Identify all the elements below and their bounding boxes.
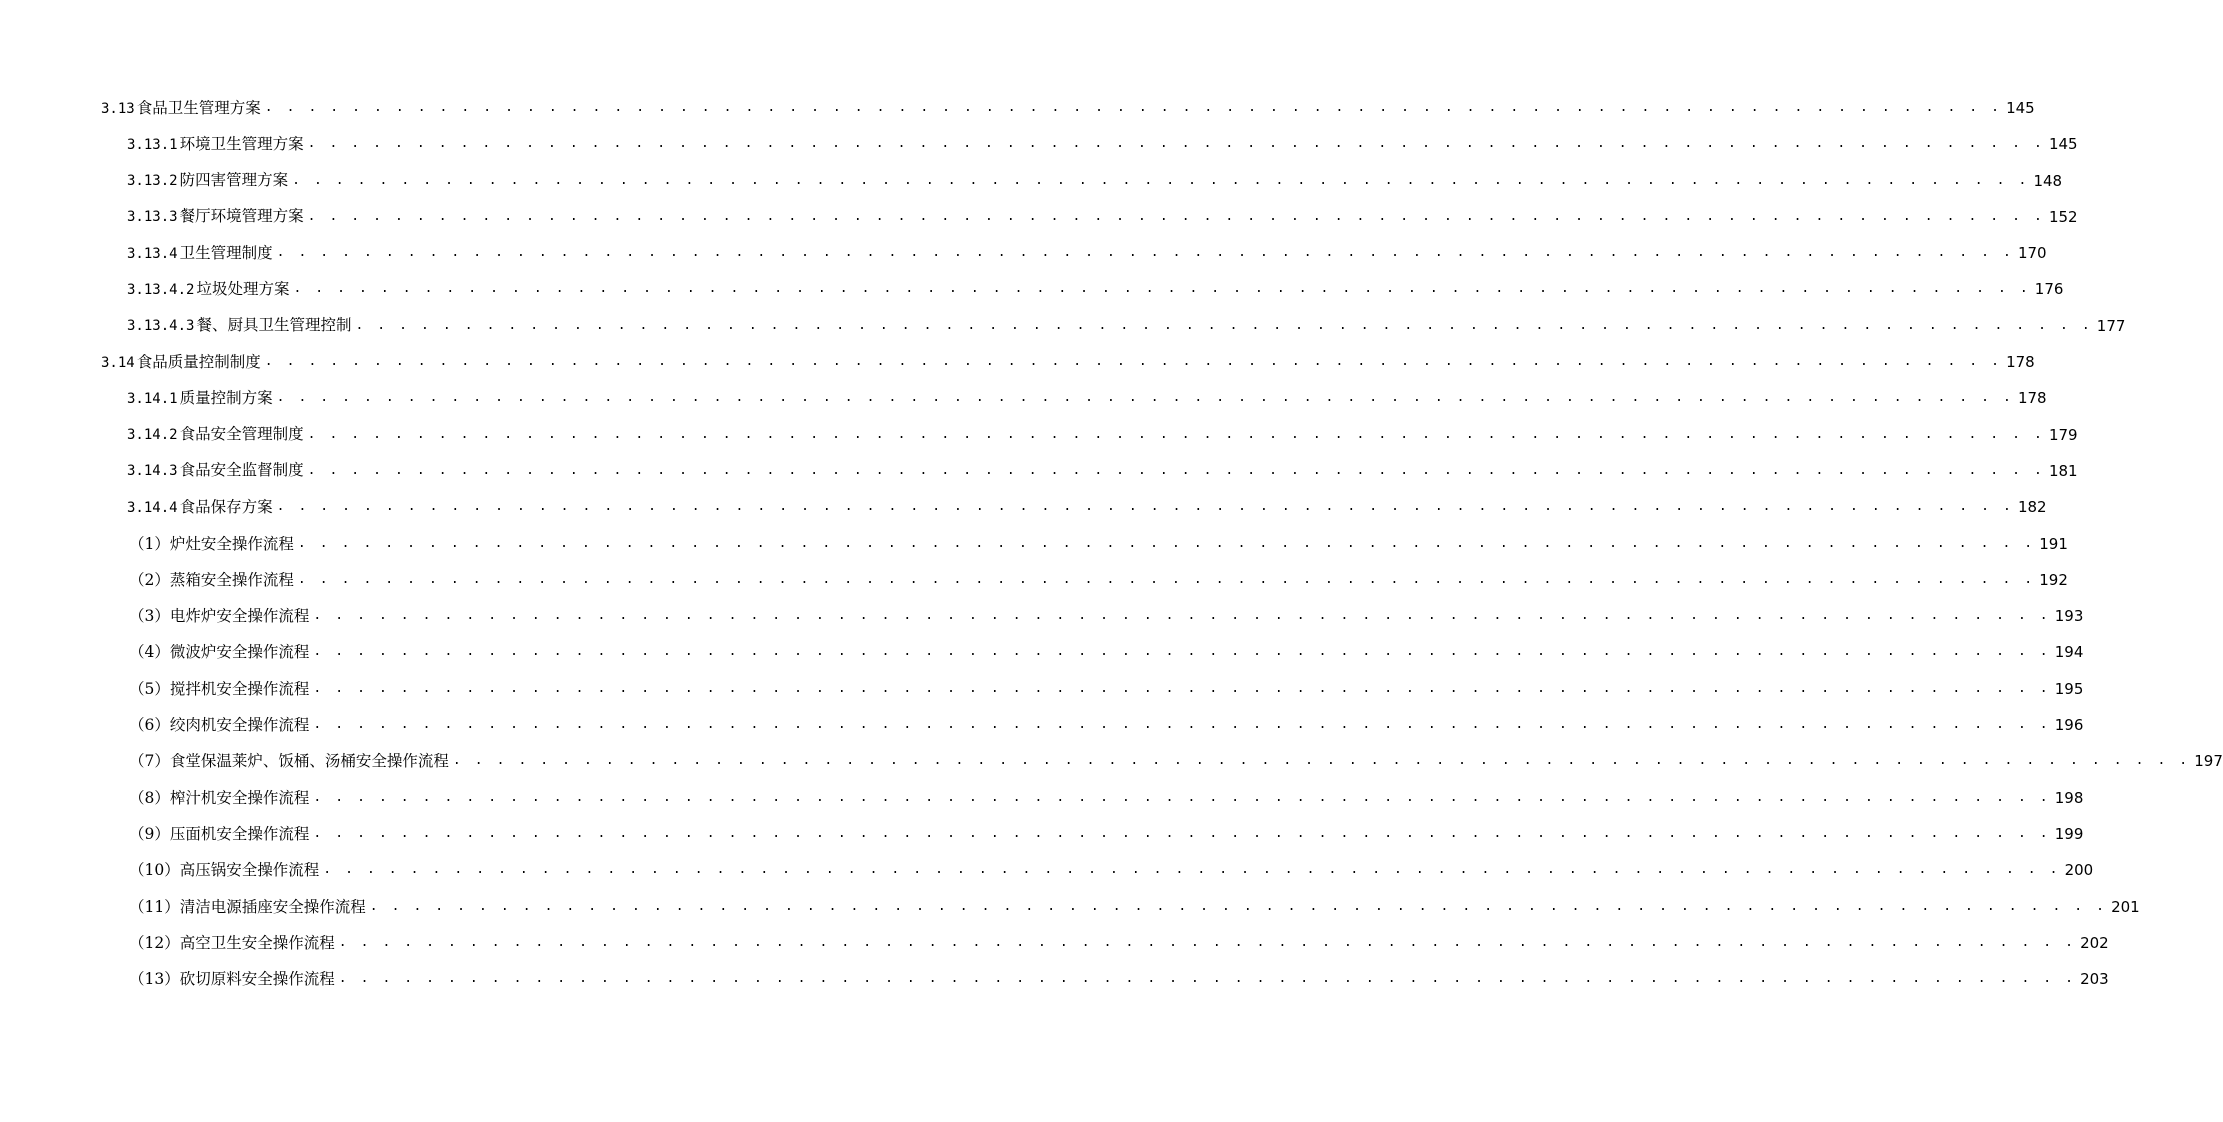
toc-entry-title: 卫生管理制度 [179, 243, 273, 262]
toc-page-number: 181 [2048, 461, 2078, 480]
toc-entry-number: （10） [129, 861, 180, 880]
toc-leader-dots: . . . . . . . . . . . . . . . . . . . . . . . . . . . . . . . . . . . . . . . . . . . . . . . . . . . . . . . . . . . . . . . . . . . . . . . . . . . . . . . . [452, 753, 2191, 769]
toc-leader-dots: . . . . . . . . . . . . . . . . . . . . . . . . . . . . . . . . . . . . . . . . . . . . . . . . . . . . . . . . . . . . . . . . . . . . . . . . . . . . . . . . [313, 789, 2051, 805]
toc-entry-number: （2） [129, 570, 170, 589]
toc-leader-dots: . . . . . . . . . . . . . . . . . . . . . . . . . . . . . . . . . . . . . . . . . . . . . . . . . . . . . . . . . . . . . . . . . . . . . . . . . . . . . . . . [307, 208, 2045, 224]
toc-entry-label [129, 707, 309, 743]
toc-page-number: 194 [2054, 643, 2084, 662]
toc-page-number: 201 [2111, 897, 2140, 916]
toc-entry-title: 食品安全监督制度 [179, 461, 304, 480]
toc-entry-title: 质量控制方案 [179, 388, 273, 407]
toc-leader-dots: . . . . . . . . . . . . . . . . . . . . . . . . . . . . . . . . . . . . . . . . . . . . . . . . . . . . . . . . . . . . . . . . . . . . . . . . . . . . . . . . [313, 644, 2051, 660]
toc-entry-label [129, 852, 319, 888]
toc-entry-number: 3.13 [101, 100, 135, 117]
toc-entry-number: （3） [129, 607, 170, 626]
toc-entry-title: 微波炉安全操作流程 [169, 643, 310, 662]
toc-leader-dots: . . . . . . . . . . . . . . . . . . . . . . . . . . . . . . . . . . . . . . . . . . . . . . . . . . . . . . . . . . . . . . . . . . . . . . . . . . . . . . . . [355, 317, 2093, 333]
toc-page-number: 197 [2194, 752, 2223, 771]
toc-leader-dots: . . . . . . . . . . . . . . . . . . . . . . . . . . . . . . . . . . . . . . . . . . . . . . . . . . . . . . . . . . . . . . . . . . . . . . . . . . . . . . . . [297, 571, 2036, 587]
toc-leader-dots: . . . . . . . . . . . . . . . . . . . . . . . . . . . . . . . . . . . . . . . . . . . . . . . . . . . . . . . . . . . . . . . . . . . . . . . . . . . . . . . . [338, 971, 2077, 987]
toc-entry[interactable] [0, 961, 2109, 997]
toc-entry-label [129, 598, 309, 634]
toc-entry-title: 食品安全管理制度 [179, 425, 304, 444]
toc-entry-label [129, 816, 309, 852]
toc-leader-dots: . . . . . . . . . . . . . . . . . . . . . . . . . . . . . . . . . . . . . . . . . . . . . . . . . . . . . . . . . . . . . . . . . . . . . . . . . . . . . . . . [292, 172, 2030, 188]
toc-entry-title: 食品保存方案 [179, 497, 273, 516]
toc-entry[interactable] [0, 417, 2078, 453]
toc-entry[interactable] [0, 634, 2084, 670]
toc-entry-number: 3.14.3 [127, 463, 178, 480]
toc-entry-title: 食堂保温莱炉、饭桶、汤桶安全操作流程 [169, 752, 449, 771]
toc-page-number: 195 [2054, 679, 2084, 698]
toc-page-number: 203 [2080, 970, 2109, 989]
toc-leader-dots: . . . . . . . . . . . . . . . . . . . . . . . . . . . . . . . . . . . . . . . . . . . . . . . . . . . . . . . . . . . . . . . . . . . . . . . . . . . . . . . . [313, 717, 2051, 733]
toc-entry-number: （8） [129, 788, 170, 807]
toc-entry-label [129, 562, 294, 598]
toc-leader-dots: . . . . . . . . . . . . . . . . . . . . . . . . . . . . . . . . . . . . . . . . . . . . . . . . . . . . . . . . . . . . . . . . . . . . . . . . . . . . . . . . [369, 898, 2108, 914]
toc-leader-dots: . . . . . . . . . . . . . . . . . . . . . . . . . . . . . . . . . . . . . . . . . . . . . . . . . . . . . . . . . . . . . . . . . . . . . . . . . . . . . . . . [276, 245, 2014, 261]
toc-entry-title: 蒸箱安全操作流程 [169, 570, 294, 589]
toc-entry[interactable] [0, 235, 2047, 271]
toc-entry-title: 食品卫生管理方案 [136, 98, 261, 117]
toc-entry-label [129, 961, 335, 997]
toc-entry-title: 环境卫生管理方案 [179, 134, 304, 153]
toc-entry-title: 餐、厨具卫生管理控制 [196, 316, 352, 335]
toc-entry-label [127, 452, 304, 489]
toc-entry-number: （1） [129, 534, 170, 553]
toc-page-number: 191 [2039, 534, 2068, 553]
toc-page-number: 148 [2033, 171, 2063, 190]
toc-page-number: 192 [2039, 570, 2068, 589]
toc-leader-dots: . . . . . . . . . . . . . . . . . . . . . . . . . . . . . . . . . . . . . . . . . . . . . . . . . . . . . . . . . . . . . . . . . . . . . . . . . . . . . . . . [264, 100, 2003, 115]
toc-leader-dots: . . . . . . . . . . . . . . . . . . . . . . . . . . . . . . . . . . . . . . . . . . . . . . . . . . . . . . . . . . . . . . . . . . . . . . . . . . . . . . . . [313, 608, 2051, 624]
toc-page-number: 170 [2017, 244, 2047, 263]
toc-entry-label [127, 380, 273, 417]
toc-entry-number: （12） [129, 933, 180, 952]
toc-page-number: 176 [2034, 280, 2064, 299]
toc-leader-dots: . . . . . . . . . . . . . . . . . . . . . . . . . . . . . . . . . . . . . . . . . . . . . . . . . . . . . . . . . . . . . . . . . . . . . . . . . . . . . . . . [276, 499, 2014, 515]
toc-entry[interactable] [0, 90, 2035, 126]
toc-entry-title: 餐厅环境管理方案 [179, 207, 304, 226]
toc-entry[interactable] [0, 199, 2078, 235]
toc-leader-dots: . . . . . . . . . . . . . . . . . . . . . . . . . . . . . . . . . . . . . . . . . . . . . . . . . . . . . . . . . . . . . . . . . . . . . . . . . . . . . . . . [307, 462, 2045, 478]
toc-page-number: 196 [2054, 716, 2084, 735]
toc-entry[interactable] [0, 889, 2140, 925]
toc-leader-dots: . . . . . . . . . . . . . . . . . . . . . . . . . . . . . . . . . . . . . . . . . . . . . . . . . . . . . . . . . . . . . . . . . . . . . . . . . . . . . . . . [276, 390, 2014, 406]
toc-leader-dots: . . . . . . . . . . . . . . . . . . . . . . . . . . . . . . . . . . . . . . . . . . . . . . . . . . . . . . . . . . . . . . . . . . . . . . . . . . . . . . . . [313, 680, 2051, 696]
toc-entry-number: （9） [129, 824, 170, 843]
toc-entry[interactable] [0, 816, 2084, 852]
toc-leader-dots: . . . . . . . . . . . . . . . . . . . . . . . . . . . . . . . . . . . . . . . . . . . . . . . . . . . . . . . . . . . . . . . . . . . . . . . . . . . . . . . . [297, 535, 2036, 551]
toc-entry-number: 3.13.2 [127, 173, 178, 190]
toc-entry-label [127, 235, 273, 272]
toc-entry[interactable] [0, 671, 2084, 707]
toc-entry[interactable] [0, 526, 2068, 562]
toc-entry-title: 食品质量控制制度 [136, 352, 261, 371]
toc-leader-dots: . . . . . . . . . . . . . . . . . . . . . . . . . . . . . . . . . . . . . . . . . . . . . . . . . . . . . . . . . . . . . . . . . . . . . . . . . . . . . . . . [307, 426, 2045, 442]
table-of-contents [0, 90, 2223, 997]
toc-entry[interactable] [0, 380, 2047, 416]
toc-entry-number: （6） [129, 716, 170, 735]
toc-entry-label [127, 489, 273, 526]
toc-entry[interactable] [0, 453, 2078, 489]
toc-entry[interactable] [0, 852, 2094, 888]
toc-leader-dots: . . . . . . . . . . . . . . . . . . . . . . . . . . . . . . . . . . . . . . . . . . . . . . . . . . . . . . . . . . . . . . . . . . . . . . . . . . . . . . . . [307, 136, 2045, 152]
toc-entry[interactable] [0, 780, 2084, 816]
toc-entry-title: 绞肉机安全操作流程 [169, 716, 310, 735]
toc-page-number: 193 [2054, 607, 2084, 626]
toc-entry-title: 高空卫生安全操作流程 [179, 933, 335, 952]
toc-entry-number: 3.14 [101, 354, 135, 371]
toc-entry[interactable] [0, 308, 2126, 344]
toc-entry[interactable] [0, 163, 2063, 199]
toc-entry-number: 3.13.4 [127, 245, 178, 262]
toc-entry-title: 电炸炉安全操作流程 [169, 607, 310, 626]
toc-entry[interactable] [0, 562, 2068, 598]
toc-entry-title: 搅拌机安全操作流程 [169, 679, 310, 698]
toc-entry-number: 3.13.4.3 [127, 318, 195, 335]
toc-entry-number: 3.13.3 [127, 209, 178, 226]
toc-page-number: 200 [2064, 861, 2094, 880]
toc-entry-number: （7） [129, 752, 170, 771]
toc-entry-title: 清洁电源插座安全操作流程 [179, 897, 366, 916]
toc-entry-label [129, 526, 294, 562]
toc-page-number: 145 [2048, 135, 2078, 154]
toc-leader-dots: . . . . . . . . . . . . . . . . . . . . . . . . . . . . . . . . . . . . . . . . . . . . . . . . . . . . . . . . . . . . . . . . . . . . . . . . . . . . . . . . [293, 281, 2031, 297]
toc-entry-number: （11） [129, 897, 180, 916]
toc-entry-title: 高压锅安全操作流程 [179, 861, 320, 880]
toc-leader-dots: . . . . . . . . . . . . . . . . . . . . . . . . . . . . . . . . . . . . . . . . . . . . . . . . . . . . . . . . . . . . . . . . . . . . . . . . . . . . . . . . [313, 825, 2051, 841]
toc-leader-dots: . . . . . . . . . . . . . . . . . . . . . . . . . . . . . . . . . . . . . . . . . . . . . . . . . . . . . . . . . . . . . . . . . . . . . . . . . . . . . . . . [338, 934, 2077, 950]
toc-entry[interactable] [0, 271, 2064, 307]
toc-entry-number: （4） [129, 643, 170, 662]
toc-leader-dots: . . . . . . . . . . . . . . . . . . . . . . . . . . . . . . . . . . . . . . . . . . . . . . . . . . . . . . . . . . . . . . . . . . . . . . . . . . . . . . . . [323, 862, 2061, 878]
toc-entry-number: 3.14.2 [127, 427, 178, 444]
toc-entry-number: 3.13.4.2 [127, 281, 195, 298]
toc-entry-label [129, 671, 309, 707]
toc-entry[interactable] [0, 126, 2078, 162]
toc-entry-title: 压面机安全操作流程 [169, 824, 310, 843]
toc-page-number: 152 [2048, 207, 2078, 226]
toc-entry-label [127, 271, 289, 308]
toc-entry-title: 砍切原料安全操作流程 [179, 970, 335, 989]
toc-entry[interactable] [0, 707, 2084, 743]
toc-entry[interactable] [0, 598, 2084, 634]
toc-page-number: 198 [2054, 788, 2084, 807]
toc-page-number: 199 [2054, 824, 2084, 843]
toc-entry[interactable] [0, 344, 2035, 380]
toc-entry[interactable] [0, 743, 2223, 779]
toc-entry-label [127, 162, 288, 199]
toc-entry-number: 3.14.4 [127, 499, 178, 516]
toc-page-number: 145 [2006, 99, 2035, 117]
toc-entry-title: 防四害管理方案 [179, 171, 289, 190]
toc-page-number: 202 [2080, 933, 2109, 952]
toc-entry-title: 垃圾处理方案 [196, 279, 290, 298]
toc-entry-label [127, 416, 304, 453]
toc-page-number: 178 [2017, 389, 2047, 408]
toc-entry-label [101, 90, 261, 127]
toc-entry-label [129, 889, 366, 925]
toc-entry-title: 炉灶安全操作流程 [169, 534, 294, 553]
toc-entry[interactable] [0, 925, 2109, 961]
toc-entry-label [129, 743, 449, 779]
toc-entry-label [129, 634, 309, 670]
toc-entry-label [129, 925, 335, 961]
toc-page-number: 182 [2017, 498, 2047, 517]
toc-entry-number: 3.14.1 [127, 390, 178, 407]
toc-entry-label [127, 198, 304, 235]
toc-entry-label [129, 780, 309, 816]
toc-entry-number: （13） [129, 970, 180, 989]
toc-entry-label [101, 344, 261, 381]
toc-entry-title: 榨汁机安全操作流程 [169, 788, 310, 807]
toc-entry-label [127, 307, 351, 344]
toc-entry-number: 3.13.1 [127, 136, 178, 153]
toc-page-number: 177 [2096, 316, 2126, 335]
toc-leader-dots: . . . . . . . . . . . . . . . . . . . . . . . . . . . . . . . . . . . . . . . . . . . . . . . . . . . . . . . . . . . . . . . . . . . . . . . . . . . . . . . . [264, 354, 2003, 370]
toc-entry[interactable] [0, 489, 2047, 525]
toc-entry-number: （5） [129, 679, 170, 698]
toc-entry-label [127, 126, 304, 163]
toc-page-number: 178 [2006, 353, 2035, 372]
toc-page-number: 179 [2048, 425, 2078, 444]
